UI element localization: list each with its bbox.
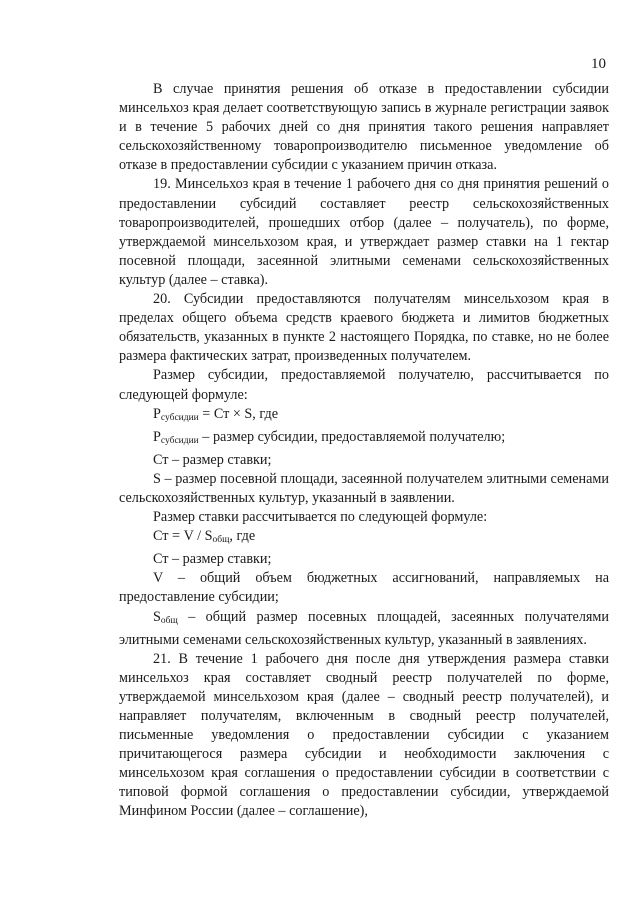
definition-subsidy-symbol: Р [153, 428, 161, 445]
formula-rate-expression: Ст = V / S [153, 528, 213, 545]
definition-rate-2: Ст – размер ставки; [153, 551, 272, 568]
definition-total-area-subscript: общ [160, 615, 178, 626]
definition-total-area-symbol: S [153, 608, 161, 625]
definition-subsidy-subscript: субсидии [160, 435, 199, 446]
paragraph-20: 20. Субсидии предоставляются получателям минсельхозом края в пределах общего объема средств краевого бюджета и лимитов бюджетных обязательств, указанных в пункте 2 настоящего Порядка, по ставке, но не более размера фактических затрат, произведенных получателем. [119, 291, 609, 365]
paragraph-19: 19. Минсельхоз края в течение 1 рабочего дня со дня принятия решений о предоставлении субсидий составляет реестр сельскохозяйственных товаропроизводителей, прошедших отбор (далее – получатель), по форме, утверждаемой минсельхозом края, и утверждает размер ставки на 1 гектар посевной площади, засеянной элитными семенами сельскохозяйственных культур (далее – ставка). [119, 176, 609, 288]
definition-budget: V – общий объем бюджетных ассигнований, направляемых на предоставление субсидии; [119, 570, 609, 606]
definition-subsidy-text: – размер субсидии, предоставляемой получателю; [198, 428, 506, 445]
definition-rate: Ст – размер ставки; [153, 451, 272, 468]
definition-total-area [119, 608, 609, 650]
formula-subsidy [119, 405, 609, 428]
page-number: 10 [591, 56, 606, 72]
definition-area: S – размер посевной площади, засеянной получателем элитными семенами сельскохозяйственных культур, указанный в заявлении. [119, 470, 609, 506]
formula-rate-suffix: , где [229, 528, 256, 545]
document-body [119, 80, 609, 822]
paragraph-21: 21. В течение 1 рабочего дня после дня утверждения размера ставки минсельхоз края составляет сводный реестр получателей по форме, утверждаемой минсельхозом края (далее – сводный реестр получателей), и направляет получателям, включенным в сводный реестр получателей, письменные уведомления о предоставлении субсидии с указанием причитающегося размера субсидии и необходимости заключения с минсельхозом края соглашения о предоставлении субсидии в соответствии с типовой формой соглашения о предоставлении субсидии, утверждаемой Минфином России (далее – соглашение), [119, 650, 609, 820]
formula-rate-subscript: общ [212, 535, 230, 546]
formula-subsidy-symbol: Р [153, 405, 161, 422]
definition-subsidy [119, 428, 609, 451]
formula-subsidy-subscript: субсидии [160, 412, 199, 423]
definition-total-area-text: – общий размер посевных площадей, засеянных получателями элитными семенами сельскохозяйственных культур, указанный в заявлениях. [119, 608, 609, 648]
formula-rate [119, 527, 609, 550]
paragraph-rate-formula-intro: Размер ставки рассчитывается по следующей формуле: [153, 509, 488, 526]
paragraph-20-formula-intro: Размер субсидии, предоставляемой получателю, рассчитывается по следующей формуле: [119, 367, 609, 403]
formula-subsidy-expression: = Ст × S, где [198, 405, 279, 422]
paragraph-refusal: В случае принятия решения об отказе в предоставлении субсидии минсельхоз края делает соответствующую запись в журнале регистрации заявок и в течение 5 рабочих дней со дня принятия такого решения направляет сельскохозяйственному товаропроизводителю письменное уведомление об отказе в предоставлении субсидии с указанием причин отказа. [119, 81, 609, 174]
